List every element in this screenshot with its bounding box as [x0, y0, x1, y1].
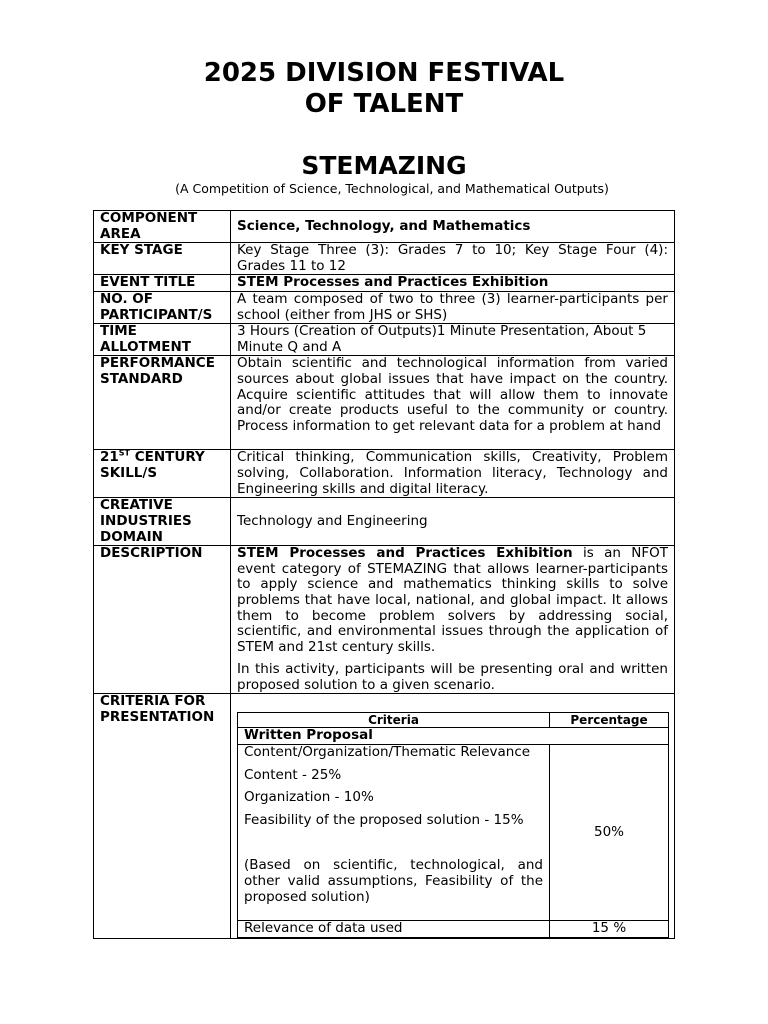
event-details-table	[93, 210, 675, 939]
criteria-content-percent: 50%	[550, 745, 669, 921]
criteria-table	[237, 712, 669, 937]
value-performance-standard: Obtain scientific and technological information from varied sources about global issues that have impact on the country. Acquire scientific attitudes that will allow them to innovate and/or create products useful to the community or country. Process information to get relevant data for a problem at hand	[231, 356, 675, 450]
value-key-stage: Key Stage Three (3): Grades 7 to 10; Key Stage Four (4): Grades 11 to 12	[231, 243, 675, 275]
description-paragraph-1	[237, 546, 668, 655]
label-key-stage: KEY STAGE	[94, 243, 231, 275]
label-creative-domain: CREATIVE INDUSTRIES DOMAIN	[94, 498, 231, 546]
criteria-relevance-percent: 15 %	[550, 921, 669, 938]
label-criteria: CRITERIA FOR PRESENTATION	[94, 694, 231, 938]
criteria-section-row	[238, 728, 669, 745]
title-line-1: 2025 DIVISION FESTIVAL	[203, 58, 565, 88]
value-creative-domain: Technology and Engineering	[231, 498, 675, 546]
value-century-skills: Critical thinking, Communication skills, Creativity, Problem solving, Collaboration. Information literacy, Technology and Engineering skills and digital literacy.	[231, 450, 675, 498]
label-event-title: EVENT TITLE	[94, 275, 231, 292]
description-bold-lead: STEM Processes and Practices Exhibition	[237, 545, 573, 562]
criteria-content-cell	[238, 745, 550, 921]
row-time-allotment	[94, 324, 675, 356]
criteria-line-2: Content - 25%	[244, 766, 342, 783]
value-event-title: STEM Processes and Practices Exhibition	[231, 275, 675, 292]
criteria-line-1: Content/Organization/Thematic Relevance	[244, 744, 531, 761]
label-component-area: COMPONENT AREA	[94, 211, 231, 243]
criteria-row-content	[238, 745, 669, 921]
criteria-header-row	[238, 713, 669, 728]
label-century-number: 21	[100, 449, 119, 466]
value-time-allotment: 3 Hours (Creation of Outputs)1 Minute Presentation, About 5 Minute Q and A	[231, 324, 675, 356]
label-performance-standard: PERFORMANCE STANDARD	[94, 356, 231, 450]
description-text: is an NFOT event category of STEMAZING that allows learner-participants to apply science and mathematics thinking skills to solve problems that have local, national, and global impact. It allows them to become problem solvers by addressing social, scientific, and environmental issues through the application of STEM and 21st century skills.	[237, 545, 668, 655]
row-description	[94, 546, 675, 694]
row-century-skills	[94, 450, 675, 498]
label-century-skills	[94, 450, 231, 498]
row-participants	[94, 291, 675, 323]
value-description	[231, 546, 675, 694]
competition-description: (A Competition of Science, Technological, and Mathematical Outputs)	[175, 181, 609, 196]
header-percentage: Percentage	[550, 713, 669, 728]
criteria-line-4: Feasibility of the proposed solution - 15%	[244, 811, 524, 828]
row-criteria	[94, 694, 675, 938]
criteria-relevance-cell: Relevance of data used	[238, 921, 550, 938]
row-performance-standard	[94, 356, 675, 450]
criteria-line-3: Organization - 10%	[244, 789, 374, 806]
description-paragraph-2: In this activity, participants will be presenting oral and written proposed solution to a given scenario.	[237, 661, 668, 693]
label-century-text: CENTURY SKILL/S	[100, 449, 205, 481]
document-title	[0, 58, 768, 120]
label-century-suffix: ST	[118, 448, 131, 458]
criteria-row-relevance	[238, 921, 669, 938]
row-key-stage	[94, 243, 675, 275]
label-description: DESCRIPTION	[94, 546, 231, 694]
row-creative-domain	[94, 498, 675, 546]
value-participants: A team composed of two to three (3) learner-participants per school (either from JHS or SHS)	[231, 291, 675, 323]
label-time-allotment: TIME ALLOTMENT	[94, 324, 231, 356]
competition-name: STEMAZING	[301, 151, 467, 180]
criteria-line-5: (Based on scientific, technological, and other valid assumptions, Feasibility of the proposed solution)	[244, 857, 543, 905]
value-criteria	[231, 694, 675, 938]
title-line-2: OF TALENT	[304, 89, 464, 119]
section-written-proposal: Written Proposal	[238, 728, 669, 745]
label-participants: NO. OF PARTICIPANT/S	[94, 291, 231, 323]
header-criteria: Criteria	[238, 713, 550, 728]
row-event-title	[94, 275, 675, 292]
row-component-area	[94, 211, 675, 243]
value-component-area: Science, Technology, and Mathematics	[231, 211, 675, 243]
